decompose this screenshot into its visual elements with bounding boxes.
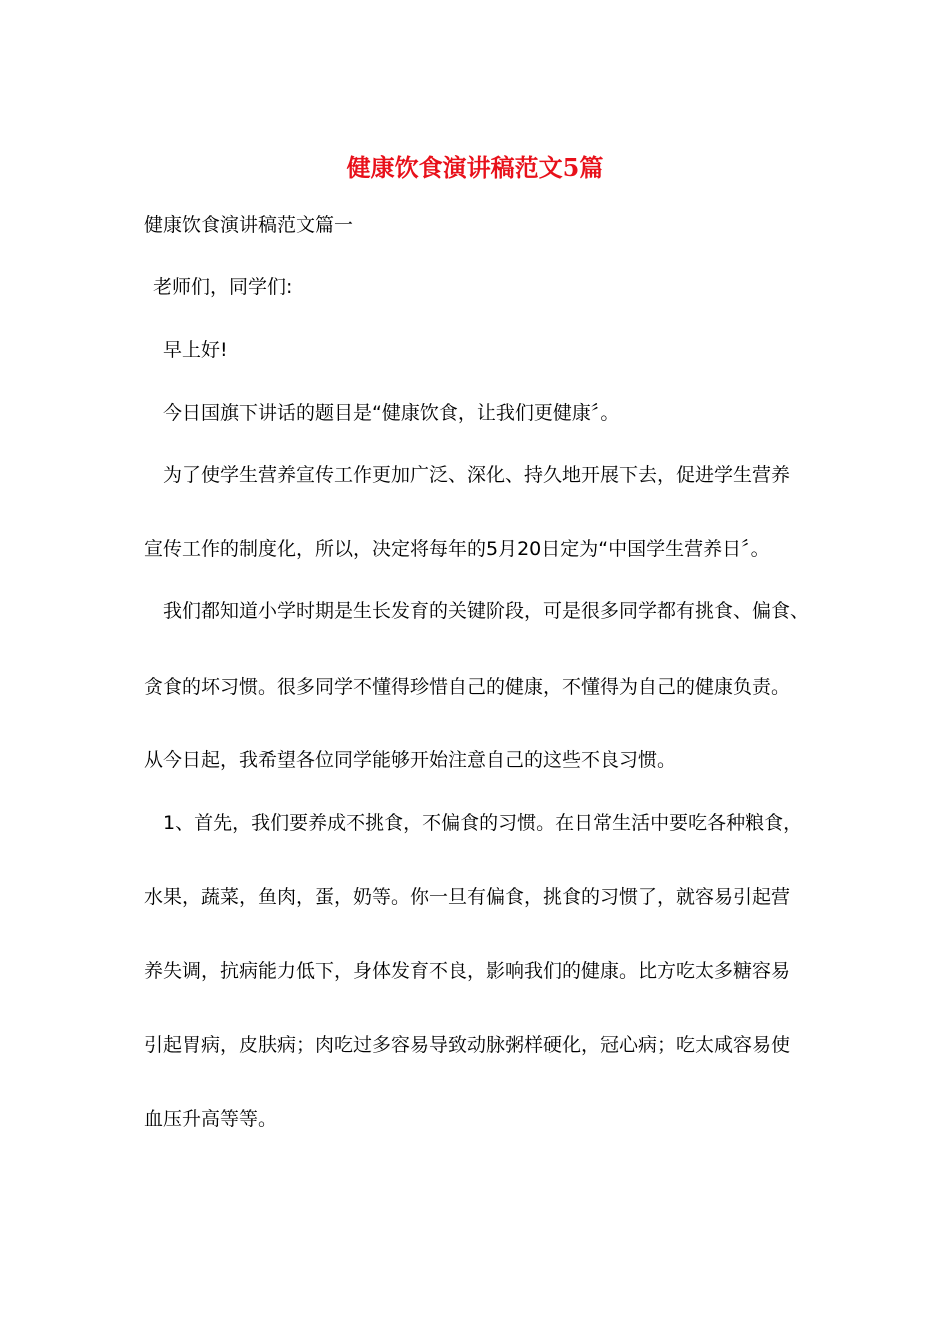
paragraph-line: 我们都知道小学时期是生长发育的关键阶段，可是很多同学都有挑食、偏食、 xyxy=(163,600,810,622)
paragraph-line: 血压升高等等。 xyxy=(144,1108,278,1130)
greeting: 早上好! xyxy=(163,339,228,361)
paragraph-line: 水果，蔬菜，鱼肉，蛋，奶等。你一旦有偏食，挑食的习惯了，就容易引起营 xyxy=(144,886,791,908)
document-title: 健康饮食演讲稿范文5篇 xyxy=(346,153,604,182)
salutation: 老师们，同学们: xyxy=(153,276,293,298)
paragraph-line: 贪食的坏习惯。很多同学不懂得珍惜自己的健康，不懂得为自己的健康负责。 xyxy=(144,676,791,698)
paragraph-line: 1、首先，我们要养成不挑食，不偏食的习惯。在日常生活中要吃各种粮食， xyxy=(163,812,803,834)
paragraph-line: 养失调，抗病能力低下，身体发育不良，影响我们的健康。比方吃太多糖容易 xyxy=(144,960,791,982)
paragraph-line: 从今日起，我希望各位同学能够开始注意自己的这些不良习惯。 xyxy=(144,749,677,771)
paragraph-line: 引起胃病，皮肤病；肉吃过多容易导致动脉粥样硬化，冠心病；吃太咸容易使 xyxy=(144,1034,791,1056)
paragraph-line: 今日国旗下讲话的题目是“健康饮食，让我们更健康〞。 xyxy=(163,402,620,424)
paragraph-line: 为了使学生营养宣传工作更加广泛、深化、持久地开展下去，促进学生营养 xyxy=(163,464,791,486)
paragraph-line: 宣传工作的制度化，所以，决定将每年的5月20日定为“中国学生营养日〞。 xyxy=(144,538,770,560)
section-heading: 健康饮食演讲稿范文篇一 xyxy=(144,214,354,236)
